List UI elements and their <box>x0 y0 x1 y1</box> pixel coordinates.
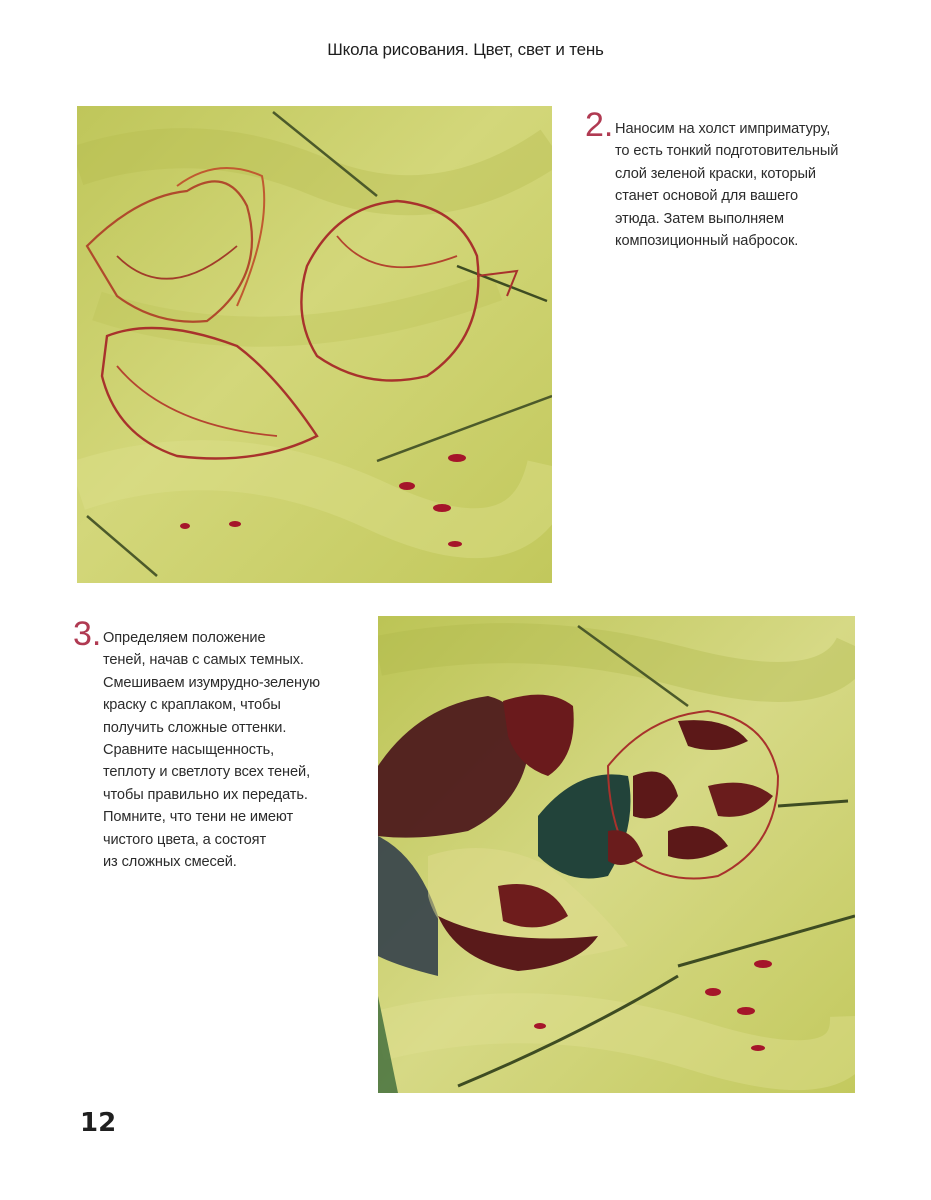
step-description: Наносим на холст имприматуру, то есть тонкий подготовительный слой зеленой краски, который станет основой для вашего этюда. Затем выполняем композиционный набросок. <box>615 121 839 250</box>
step-3 <box>73 615 363 873</box>
page-number: 12 <box>80 1108 117 1138</box>
step-number: 2. <box>585 106 614 144</box>
step-description: Определяем положение теней, начав с самых темных. Смешиваем изумрудно-зеленую краску с краплаком, чтобы получить сложные оттенки. Сравните насыщенность, теплоту и светлоту всех теней, чтобы правильно их передать. Помните, что тени не имеют чистого цвета, а состоят из сложных смесей. <box>103 630 321 871</box>
running-title: Школа рисования. Цвет, свет и тень <box>327 40 604 59</box>
step-2 <box>585 106 885 252</box>
painting-sketch-image <box>77 106 552 583</box>
painting-shadows-image <box>378 616 855 1093</box>
step-number: 3. <box>73 615 102 653</box>
